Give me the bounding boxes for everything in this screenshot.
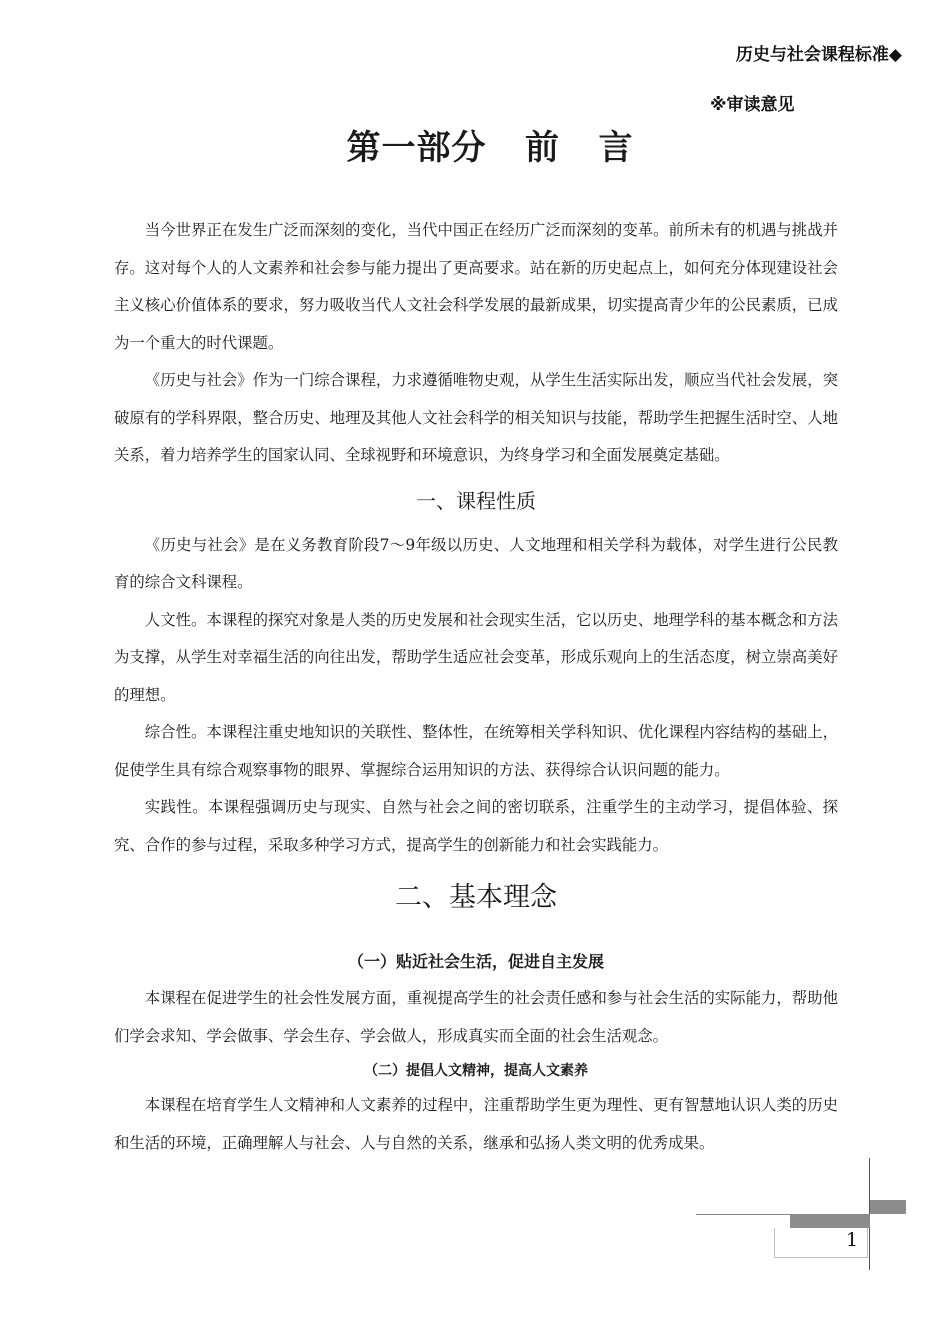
preface-paragraph-2: 《历史与社会》作为一门综合课程，力求遵循唯物史观，从学生生活实际出发，顺应当代社会发展，突破原有的学科界限，整合历史、地理及其他人文社会科学的相关知识与技能，帮助学生把握生活时空、人地关系，着力培养学生的国家认同、全球视野和环境意识，为终身学习和全面发展奠定基础。 <box>114 371 838 464</box>
course-standard-header: 历史与社会课程标准◆ <box>735 45 902 65</box>
course-nature-paragraph-humanity: 人文性。本课程的探究对象是人类的历史发展和社会现实生活，它以历史、地理学科的基本概念和方法为支撑，从学生对幸福生活的向往出发，帮助学生适应社会变革，形成乐观向上的生活态度，树立崇高美好的理想。 <box>114 610 838 704</box>
page-number-gray-block <box>870 1200 906 1214</box>
social-life-paragraph: 本课程在促进学生的社会性发展方面，重视提高学生的社会责任感和参与社会生活的实际能力，帮助他们学会求知、学会做事、学会生存、学会做人，形成真实而全面的社会生活观念。 <box>114 989 838 1045</box>
course-nature-paragraph-1: 《历史与社会》是在义务教育阶段7～9年级以历史、人文地理和相关学科为载体，对学生进行公民教育的综合文科课程。 <box>114 535 838 591</box>
page-number: 1 <box>846 1229 859 1251</box>
review-note-label: ※审读意见 <box>710 95 795 115</box>
page-number-gray-bar <box>790 1214 870 1228</box>
section-heading-course-nature: 一、课程性质 <box>416 488 536 513</box>
page-number-horizontal-rule <box>696 1214 790 1215</box>
part-title: 第一部分 前 言 <box>346 128 634 168</box>
subsection-heading-social-life: （一）贴近社会生活，促进自主发展 <box>347 952 604 971</box>
document-body <box>114 212 838 1162</box>
course-nature-paragraph-comprehensive: 综合性。本课程注重史地知识的关联性、整体性，在统筹相关学科知识、优化课程内容结构的基础上，促使学生具有综合观察事物的眼界、掌握综合运用知识的方法、获得综合认识问题的能力。 <box>114 723 838 779</box>
humanistic-spirit-paragraph: 本课程在培育学生人文精神和人文素养的过程中，注重帮助学生更为理性、更有智慧地认识人类的历史和生活的环境，正确理解人与社会、人与自然的关系，继承和弘扬人类文明的优秀成果。 <box>114 1096 838 1152</box>
preface-paragraph-1: 当今世界正在发生广泛而深刻的变化，当代中国正在经历广泛而深刻的变革。前所未有的机遇与挑战并存。这对每个人的人文素养和社会参与能力提出了更高要求。站在新的历史起点上，如何充分体现建设社会主义核心价值体系的要求，努力吸收当代人文社会科学发展的最新成果，切实提高青少年的公民素质，已成为一个重大的时代课题。 <box>114 221 838 352</box>
course-nature-paragraph-practice: 实践性。本课程强调历史与现实、自然与社会之间的密切联系，注重学生的主动学习，提倡体验、探究、合作的参与过程，采取多种学习方式，提高学生的创新能力和社会实践能力。 <box>114 798 838 854</box>
subsection-heading-humanistic-spirit: （二）提倡人文精神，提高人文素养 <box>364 1063 588 1079</box>
section-heading-basic-concepts: 二、基本理念 <box>395 882 557 913</box>
